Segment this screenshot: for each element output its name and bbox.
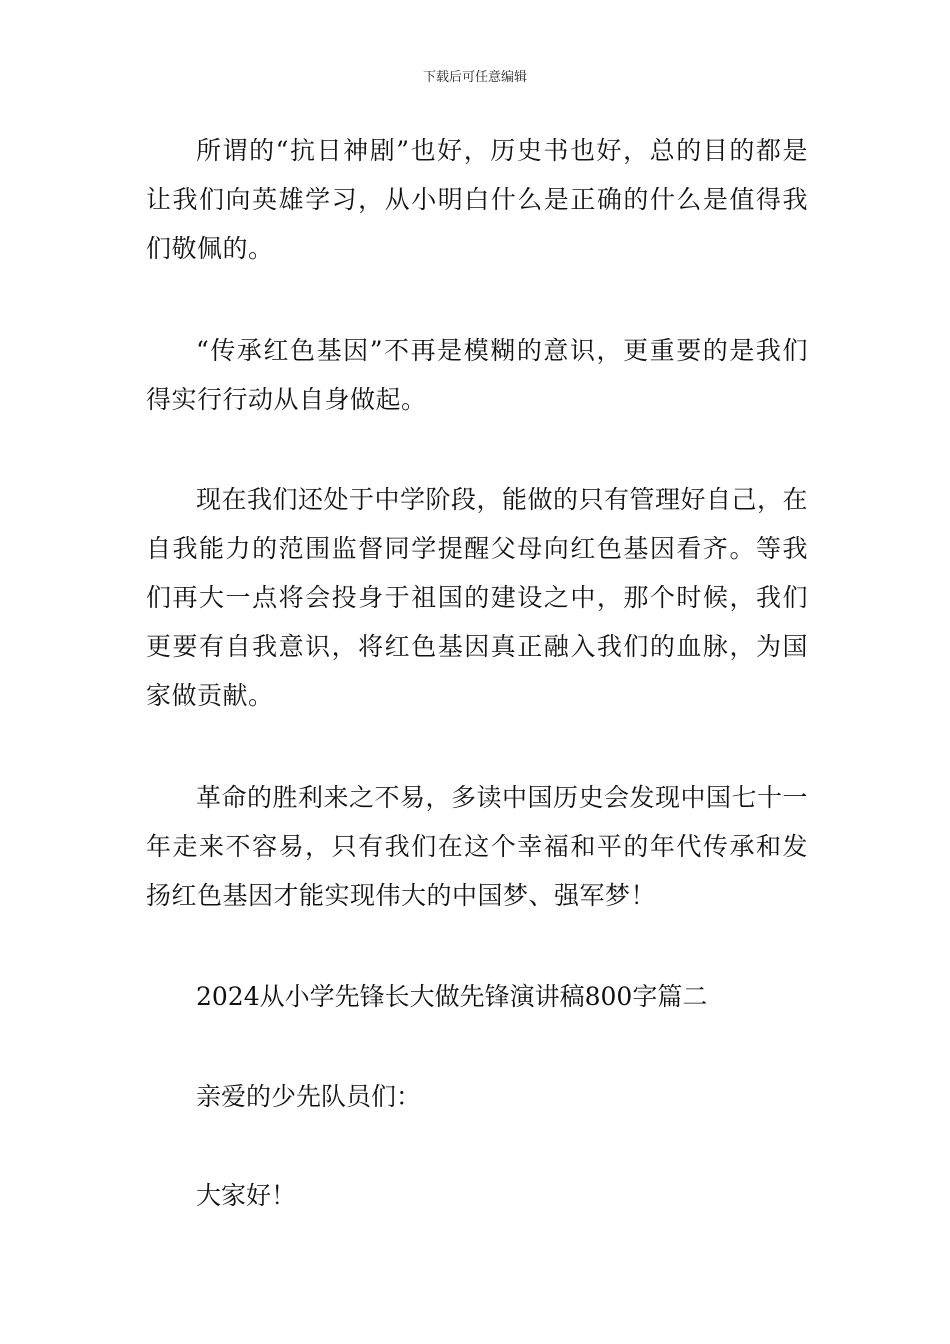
salutation: 亲爱的少先队员们： [196,1082,422,1111]
paragraph: 现在我们还处于中学阶段，能做的只有管理好自己，在自我能力的范围监督同学提醒父母向红色基因看齐。等我们再大一点将会投身于祖国的建设之中，那个时候，我们更要有自我意识，将红色基因真正融入我们的血脉，为国家做贡献。 [146,485,809,710]
paragraph: 革命的胜利来之不易，多读中国历史会发现中国七十一年走来不容易，只有我们在这个幸福和平的年代传承和发扬红色基因才能实现伟大的中国梦、强军梦！ [146,783,809,910]
greeting: 大家好！ [196,1181,297,1210]
paragraph: 所谓的“抗日神剧”也好，历史书也好，总的目的都是让我们向英雄学习，从小明白什么是正确的什么是值得我们敬佩的。 [146,136,808,263]
page-header: 下载后可任意编辑 [422,70,527,85]
section-title: 2024从小学先锋长大做先锋演讲稿800字篇二 [196,982,708,1011]
paragraph: “传承红色基因”不再是模糊的意识，更重要的是我们得实行行动从自身做起。 [146,336,808,414]
